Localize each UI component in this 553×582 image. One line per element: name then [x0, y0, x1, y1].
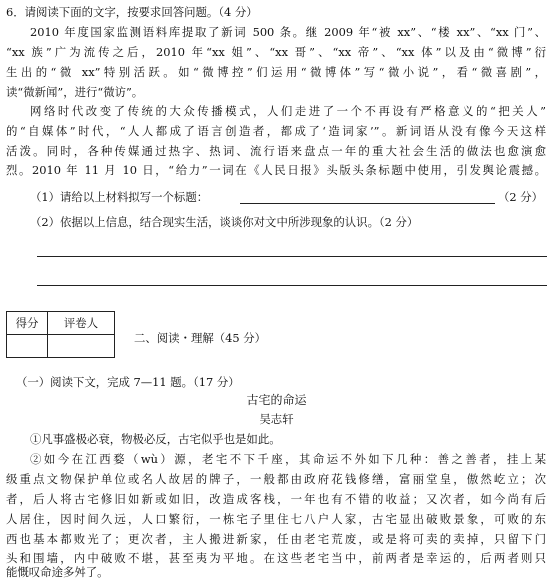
article-para-2-line: 西也基本都败光了；更次者，主人搬进新家，任由老宅荒废，或是将可卖的卖掉，只留下门 — [6, 532, 546, 546]
q6-para2-line: 的“自媒体”时代，“人人都成了语言创造者，都成了‘造词家’”。新词语从没有像今天这样 — [6, 124, 546, 138]
article-para-2-line: 级重点文物保护单位或名人故居的牌子，一般都由政府花钱修缮，富丽堂皇，傲然屹立；次 — [6, 472, 546, 486]
question-6-heading: 6．请阅读下面的文字，按要求回答问题。（4 分） — [6, 5, 258, 19]
q6-para2-line: 烈。2010 年 11 月 10 日，“给力”一词在《人民日报》头版头条标题中使用，引发舆论震撼。 — [6, 163, 546, 177]
article-title: 古宅的命运 — [246, 393, 307, 407]
article-para-2-line: 能慨叹命途多舛了。 — [6, 565, 109, 579]
q6-para2-line: 网络时代改变了传统的大众传播模式，人们走进了一个不再设有严格意义的“把关人” — [30, 104, 546, 118]
article-para-1: ①凡事盛极必衰，物极必反，古宅似乎也是如此。 — [30, 432, 281, 446]
score-cell[interactable] — [7, 335, 48, 358]
q6-para1-line: 2010 年度国家监测语料库提取了新词 500 条。继 2009 年“被 xx”、“楼 xx”、“xx 门”、 — [30, 25, 546, 39]
q6-para1-line: “xx 族”广为流传之后，2010 年“xx 姐”、“xx 哥”、“xx 帝”、“xx 体”以及由“微博”衍 — [6, 45, 546, 59]
q6-para2-line: 活泼。同时，各种传媒通过热字、热词、流行语来盘点一年的重大社会生活的做法也愈演愈 — [6, 144, 546, 158]
section-2-title: 二、阅读・理解（45 分） — [134, 331, 267, 345]
q6-para1-line: 读“微新闻”，进行“微访”。 — [6, 85, 144, 99]
article-para-2-line: 人居住，因时间久远，人口繁衍，一栋宅子里住七八户人家，古宅显出破败景象，可败的东 — [6, 512, 546, 526]
score-table — [6, 311, 115, 358]
article-author: 吴志轩 — [259, 412, 294, 426]
sub-question-1-label: （1）请给以上材料拟写一个标题： — [30, 190, 209, 204]
score-header: 得分 — [7, 312, 48, 335]
sub-question-1-score: （2 分） — [498, 190, 544, 204]
grader-cell[interactable] — [48, 335, 115, 358]
sub-question-1-answer-line[interactable] — [240, 203, 495, 204]
article-para-2-line: ②如今在江西婺（wù）源，老宅不下千座，其命运不外如下几种：善之善者，挂上某 — [30, 452, 546, 466]
grader-header: 评卷人 — [48, 312, 115, 335]
article-para-2-line: 头和围墙，内中破败不堪，甚至夷为平地。在这些老宅当中，前两者是幸运的，后两者则只 — [6, 551, 546, 565]
part-1-instruction: （一）阅读下文，完成 7—11 题。（17 分） — [16, 375, 240, 389]
q6-para1-line: 生出的“微 xx”特别活跃。如“微博控”们运用“微博体”写“微小说”，看“微喜剧”， — [6, 65, 546, 79]
article-para-2-line: 者，后人将古宅修旧如新或如旧，改造成客栈，一年也有不错的收益；又次者，如今尚有后 — [6, 492, 546, 506]
sub-question-2-answer-line[interactable] — [37, 285, 547, 286]
sub-question-2-label: （2）依据以上信息，结合现实生活，谈谈你对文中所涉现象的认识。（2 分） — [30, 215, 419, 229]
sub-question-2-answer-line[interactable] — [37, 256, 547, 257]
